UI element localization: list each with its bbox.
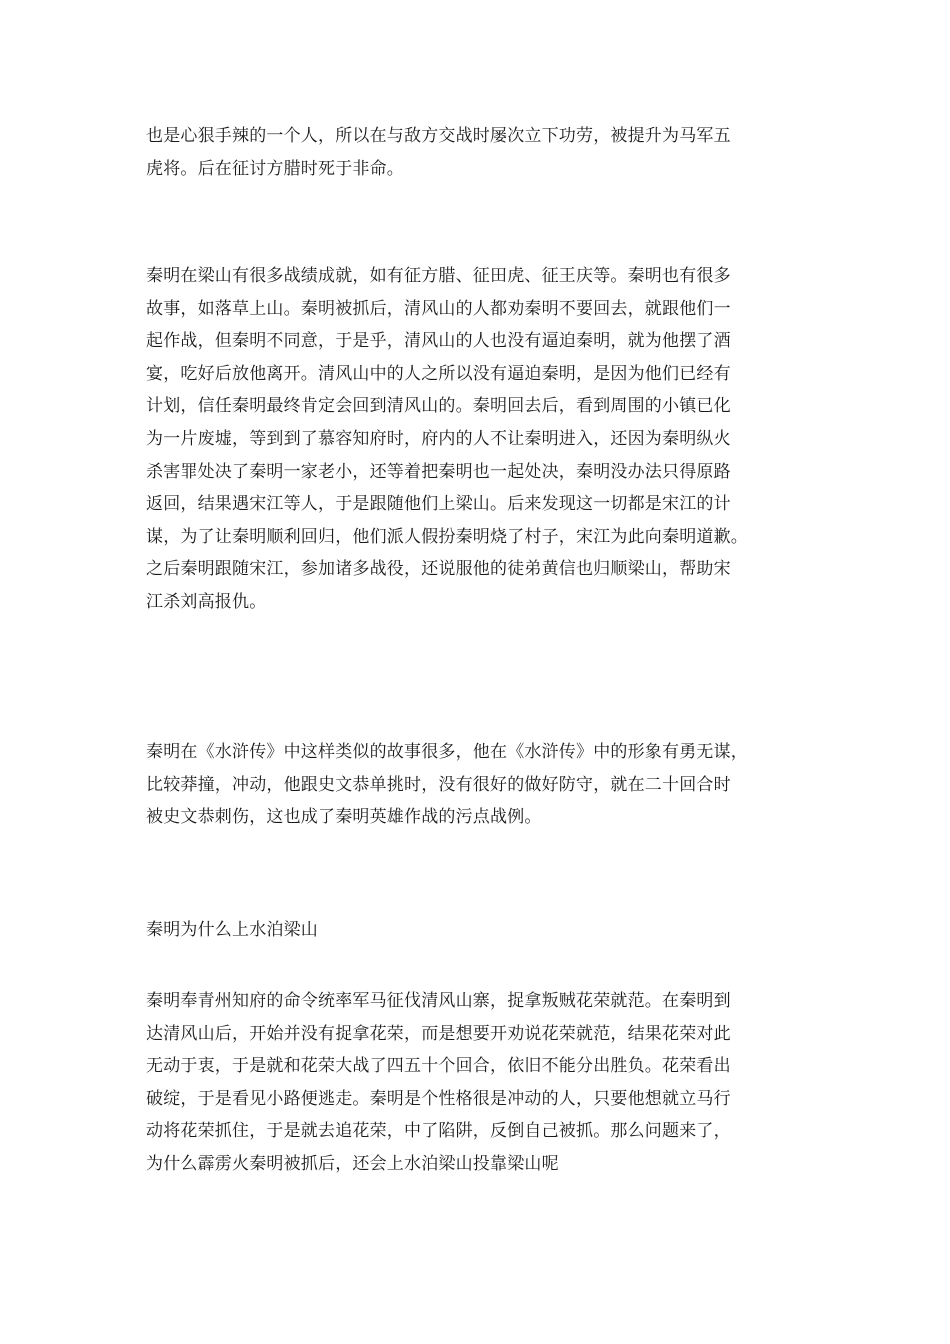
text-line: 秦明奉青州知府的命令统率军马征伐清风山寨，捉拿叛贼花荣就范。在秦明到: [146, 991, 731, 1011]
paragraph-intro-end: [146, 120, 846, 185]
text-line: 宴，吃好后放他离开。清风山中的人之所以没有逼迫秦明，是因为他们已经有: [146, 363, 731, 384]
text-line: 之后秦明跟随宋江，参加诸多战役，还说服他的徒弟黄信也归顺梁山，帮助宋: [146, 559, 731, 580]
heading-text: 秦明为什么上水泊梁山: [146, 920, 318, 940]
text-line: 杀害罪处决了秦明一家老小，还等着把秦明也一起处决，秦明没办法只得原路: [146, 461, 731, 482]
text-line: 江杀刘高报仇。: [146, 591, 267, 612]
text-line: 秦明在《水浒传》中这样类似的故事很多，他在《水浒传》中的形象有勇无谋，: [146, 742, 748, 762]
text-line: 破绽，于是看见小路便逃走。秦明是个性格很是冲动的人，只要他想就立马行: [146, 1088, 731, 1109]
text-line: 计划，信任秦明最终肯定会回到清风山的。秦明回去后，看到周围的小镇已化: [146, 396, 731, 417]
paragraph-why-liangshan: [146, 985, 846, 1181]
paragraph-achievements: [146, 260, 846, 619]
text-line: 故事，如落草上山。秦明被抓后，清风山的人都劝秦明不要回去，就跟他们一: [146, 298, 731, 319]
text-line: 无动于衷，于是就和花荣大战了四五十个回合，依旧不能分出胜负。花荣看出: [146, 1056, 731, 1077]
text-line: 比较莽撞，冲动，他跟史文恭单挑时，没有很好的做好防守，就在二十回合时: [146, 774, 731, 795]
section-heading: [146, 914, 846, 947]
paragraph-character-image: [146, 736, 846, 834]
text-line: 为什么霹雳火秦明被抓后，还会上水泊梁山投靠梁山呢: [146, 1153, 559, 1174]
text-line: 动将花荣抓住，于是就去追花荣，中了陷阱，反倒自己被抓。那么问题来了，: [146, 1121, 731, 1142]
text-line: 起作战，但秦明不同意，于是乎，清风山的人也没有逼迫秦明，就为他摆了酒: [146, 331, 731, 352]
text-line: 返回，结果遇宋江等人，于是跟随他们上梁山。后来发现这一切都是宋江的计: [146, 494, 731, 515]
text-line: 秦明在梁山有很多战绩成就，如有征方腊、征田虎、征王庆等。秦明也有很多: [146, 266, 731, 286]
text-line: 虎将。后在征讨方腊时死于非命。: [146, 158, 404, 179]
text-line: 也是心狠手辣的一个人，所以在与敌方交战时屡次立下功劳，被提升为马军五: [146, 126, 731, 146]
text-line: 谋，为了让秦明顺利回归，他们派人假扮秦明烧了村子，宋江为此向秦明道歉。: [146, 526, 748, 547]
text-line: 为一片废墟，等到到了慕容知府时，府内的人不让秦明进入，还因为秦明纵火: [146, 428, 731, 449]
text-line: 被史文恭刺伤，这也成了秦明英雄作战的污点战例。: [146, 807, 542, 828]
text-line: 达清风山后，开始并没有捉拿花荣，而是想要开劝说花荣就范，结果花荣对此: [146, 1023, 731, 1044]
